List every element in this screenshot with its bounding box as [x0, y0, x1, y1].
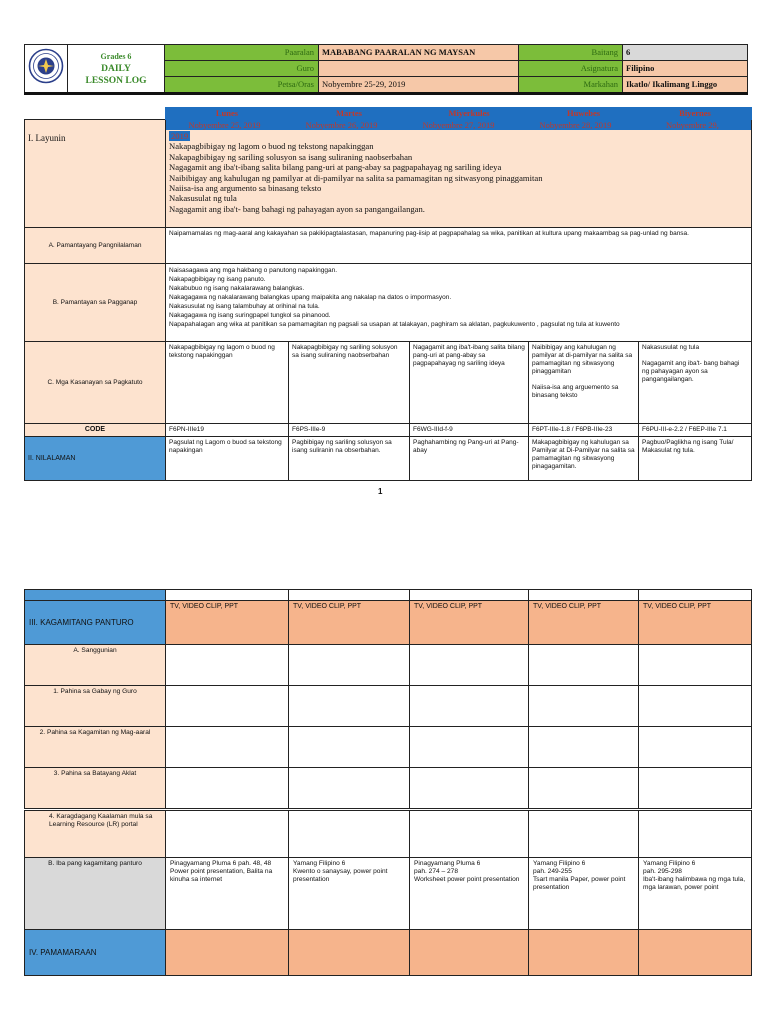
other-materials-lunes: [166, 858, 289, 930]
date-time-label: Petsa/Oras: [165, 77, 319, 94]
competency-text: Nagagamit ang iba't- bang bahagi ng pahayagan ayon sa pangangailangan.: [642, 360, 740, 383]
other-materials-miyerkules: [410, 858, 529, 930]
code-lunes: F6PN-IIIe19: [166, 424, 289, 437]
performance-line: Nakabubuo ng isang nakalarawang balangkas.: [169, 285, 305, 292]
competency-text: Nakasusulat ng tula: [642, 344, 700, 351]
daily-lesson-log-title: [68, 45, 165, 94]
materials-biyernes: TV, VIDEO CLIP, PPT: [639, 601, 752, 645]
subject-value: Filipino: [623, 61, 748, 77]
performance-standard-label: B. Pamantayan sa Pagganap: [25, 264, 166, 342]
procedure-label: IV. PAMAMARAAN: [25, 930, 166, 976]
other-materials-huwebes: [529, 858, 639, 930]
other-material-line: pah. 274 – 278: [414, 868, 458, 875]
performance-line: Nakagagawa ng isang suringpapel tungkol sa pinanood.: [169, 312, 331, 319]
code-biyernes: F6PU-III-e-2.2 / F6EP-IIIe 7.1: [639, 424, 752, 437]
quarter-label: Markahan: [519, 77, 623, 94]
code-huwebes: F6PT-IIIe-1.8 / F6PB-IIIe-23: [529, 424, 639, 437]
competency-text: Nakapagbibigay ng lagom o buod ng tekstong napakinggan: [169, 344, 275, 359]
day-header-biyernes: Biyernes: [639, 108, 752, 120]
gabay-label: 1. Pahina sa Gabay ng Guro: [25, 686, 166, 727]
other-material-line: Yamang Filipino 6: [533, 860, 586, 867]
lesson-objectives-table: [24, 107, 752, 481]
day-header-martes: Martes: [289, 108, 410, 120]
grade-level-value: 6: [623, 45, 748, 61]
grade-level-label: Baitang: [519, 45, 623, 61]
objective-line: Naibibigay ang kahulugan ng pamilyar at di-pamilyar na salita sa pamamagitan ng sitwasyong pinaggamitan: [169, 172, 543, 183]
materials-miyerkules: TV, VIDEO CLIP, PPT: [410, 601, 529, 645]
objectives-list: [166, 130, 751, 215]
date-miyerkules: Nobyembre 27, 2019: [422, 120, 495, 130]
other-material-line: Yamang Filipino 6: [293, 860, 346, 867]
content-miyerkules: Paghahambing ng Pang-uri at Pang-abay: [410, 437, 529, 481]
other-material-line: Tsart manila Paper, power point presentation: [533, 876, 626, 891]
content-huwebes: Makapagbibigay ng kahulugan sa Pamilyar at Di-Pamilyar na salita sa pamamagitan ng sitwasyong pinagagamitan.: [529, 437, 639, 481]
content-biyernes: Pagbuo/Paglikha ng isang Tula/ Makasulat ng tula.: [639, 437, 752, 481]
performance-line: Napapahalagan ang wika at panitikan sa pamamagitan ng pagsali sa usapan at talakayan, paghiram sa aklatan, pagkukuwento , pagsulat ng tula at kuwento: [169, 321, 620, 328]
other-material-line: pah. 249-255: [533, 868, 572, 875]
competency-miyerkules: [410, 342, 529, 424]
other-materials-label: B. Iba pang kagamitang panturo: [25, 858, 166, 930]
page-number: 1: [378, 487, 383, 496]
competency-lunes: [166, 342, 289, 424]
other-materials-martes: [289, 858, 410, 930]
materials-martes: TV, VIDEO CLIP, PPT: [289, 601, 410, 645]
day-header-huwebes: Huwebes: [529, 108, 639, 120]
objective-line: Nakasusulat ng tula: [169, 193, 237, 204]
other-material-line: Pinagyamang Pluma 6: [414, 860, 481, 867]
objective-line: Nakapagbibigay ng lagom o buod ng tekstong napakinggan: [169, 141, 374, 152]
day-header-lunes: Lunes: [166, 108, 289, 120]
date-huwebes: Nobyembre 28, 2019: [539, 120, 612, 130]
objective-line: Nagagamit ang iba't- bang bahagi ng pahayagan ayon sa pangangailangan.: [169, 203, 425, 214]
competency-huwebes: [529, 342, 639, 424]
nilalaman-label: II. NILALAMAN: [25, 437, 166, 481]
date-martes: Nobyembre 26, 2019: [305, 120, 378, 130]
code-label: CODE: [25, 424, 166, 437]
date-biyernes: Nobyembre 29,: [666, 120, 719, 130]
competency-biyernes: [639, 342, 752, 424]
other-material-line: Power point presentation, Balita na kinuha sa internet: [170, 868, 273, 883]
other-material-line: Yamang Filipino 6: [643, 860, 696, 867]
competency-text: Nakapagbibigay ng sariling solusyon sa isang suliraning naobserbahan: [292, 344, 398, 359]
performance-line: Nakagagawa ng nakalarawang balangkas upang maipakita ang nakalap na datos o impormasyon.: [169, 294, 452, 301]
performance-standard-cell: [166, 264, 752, 342]
competency-text: Naibibigay ang kahulugan ng pamilyar at di-pamilyar na salita sa pamamagitan ng sitwasyong pinaggamitan: [532, 344, 633, 375]
school-value: MABABANG PAARALAN NG MAYSAN: [319, 45, 519, 61]
content-standard-text: Naipamamalas ng mag-aaral ang kakayahan sa pakikipagtalastasan, mapanuring pag-iisip at pagpapahalag sa wika, panitikan at kultura upang makaambag sa pag-unlad ng bansa.: [166, 228, 752, 264]
teacher-value: [319, 61, 519, 77]
other-material-line: Worksheet power point presentation: [414, 876, 520, 883]
deped-seal-icon: [28, 48, 64, 84]
performance-line: Naisasagawa ang mga hakbang o panutong napakinggan.: [169, 267, 338, 274]
sanggunian-label: A. Sanggunian: [25, 645, 166, 686]
other-material-line: Kwento o sanaysay, power point presentation: [293, 868, 388, 883]
code-miyerkules: F6WG-IIId-f-9: [410, 424, 529, 437]
subject-label: Asignatura: [519, 61, 623, 77]
other-material-line: Pinagyamang Pluma 6 pah. 48, 48: [170, 860, 272, 867]
date-lunes: Nobyembre 25, 2019: [188, 120, 261, 130]
performance-line: Nakapagbibigay ng isang panuto.: [169, 276, 266, 283]
date-wrap: 2019: [171, 131, 189, 141]
materials-table-continued: [24, 810, 752, 976]
materials-huwebes: TV, VIDEO CLIP, PPT: [529, 601, 639, 645]
objectives-label: I. Layunin: [25, 120, 166, 228]
objective-line: Naiisa-isa ang argumento sa binasang teksto: [169, 183, 322, 194]
teacher-label: Guro: [165, 61, 319, 77]
objective-line: Nagagamit ang iba't-ibang salita bilang pang-uri at pang-abay sa pagpapahayag ng sariling ideya: [169, 162, 502, 173]
log-title: DAILY LESSON LOG: [85, 63, 147, 86]
performance-line: Nakasusulat ng isang talambuhay at orihinal na tula.: [169, 303, 320, 310]
day-header-miyerkules: Miyerkules: [410, 108, 529, 120]
competencies-label: C. Mga Kasanayan sa Pagkatuto: [25, 342, 166, 424]
other-material-line: Iba't-ibang halimbawa ng mga tula, mga larawan, power point: [643, 876, 746, 891]
code-martes: F6PS-IIIe-9: [289, 424, 410, 437]
materials-table: [24, 589, 752, 809]
quarter-value: Ikatlo/ Ikalimang Linggo: [623, 77, 748, 94]
date-time-value: Nobyembre 25-29, 2019: [319, 77, 519, 94]
competency-text: Naiisa-isa ang arguemento sa binasang teksto: [532, 384, 619, 399]
objectives-cell: [166, 120, 752, 228]
competency-text: Nagagamit ang iba't-ibang salita bilang pang-uri at pang-abay sa pagpapahayag ng sariling ideya: [413, 344, 525, 367]
school-label: Paaralan: [165, 45, 319, 61]
content-martes: Pagbibigay ng sariling solusyon sa isang suliranin na obserbahan.: [289, 437, 410, 481]
materials-label: III. KAGAMITANG PANTURO: [25, 601, 166, 645]
other-material-line: pah. 295-298: [643, 868, 682, 875]
lr-portal-label: 4. Karagdagang Kaalaman mula sa Learning Resource (LR) portal: [25, 811, 166, 858]
header-table: [24, 44, 748, 95]
competency-martes: [289, 342, 410, 424]
other-materials-biyernes: [639, 858, 752, 930]
materials-lunes: TV, VIDEO CLIP, PPT: [166, 601, 289, 645]
date-strip: [166, 120, 751, 130]
content-lunes: Pagsulat ng Lagom o buod sa tekstong napakingan: [166, 437, 289, 481]
deped-seal: [25, 45, 68, 94]
kagamitan-label: 2. Pahina sa Kagamitan ng Mag-aaral: [25, 727, 166, 768]
objective-line: Nakapagbibigay ng sariling solusyon sa isang suliraning naobserbahan: [169, 151, 413, 162]
grade-label: Grades 6: [100, 51, 132, 61]
content-standard-label: A. Pamantayang Pangnilalaman: [25, 228, 166, 264]
batayang-label: 3. Pahina sa Batayang Aklat: [25, 768, 166, 809]
